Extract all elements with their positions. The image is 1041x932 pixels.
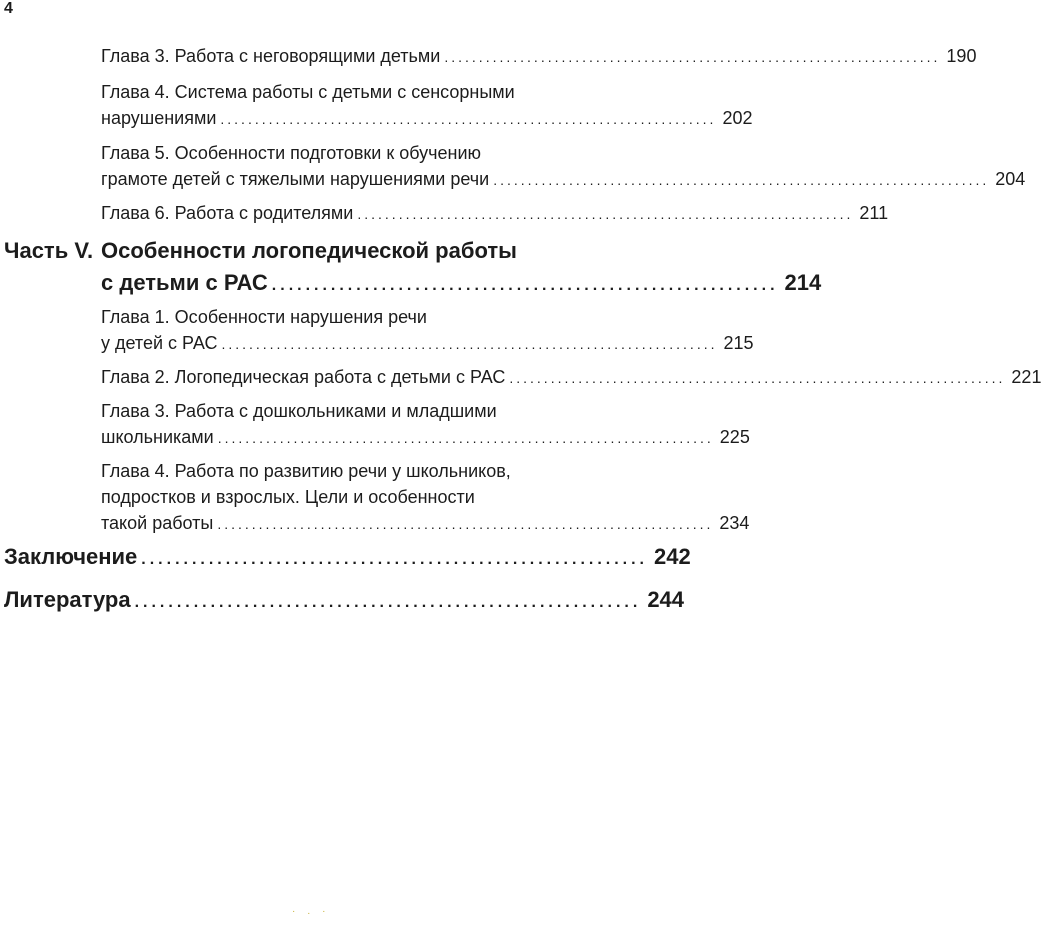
toc-entry-chapter-4-sensory	[101, 79, 753, 132]
toc-line	[101, 200, 889, 227]
toc-entry-chapter-1-speech-disorders	[101, 304, 754, 357]
toc-entry-title-line-2: у детей с РАС	[101, 333, 218, 353]
toc-line	[101, 424, 750, 451]
toc-page-number: 225	[719, 427, 750, 447]
toc-line	[101, 43, 977, 70]
toc-page-number: 204	[995, 169, 1026, 189]
toc-entry-chapter-3-preschoolers	[101, 398, 750, 451]
leader-dots: ........................................................................	[509, 370, 1006, 386]
leader-dots: ............................................................	[134, 594, 642, 611]
toc-entry-part-5	[101, 235, 822, 302]
leader-dots: ........................................................................	[357, 206, 854, 222]
toc-page-number: 215	[723, 333, 754, 353]
page-number: 4	[4, 0, 13, 17]
toc-entry-title-line-2: грамоте детей с тяжелыми нарушениями речи	[101, 169, 490, 189]
toc-page-number: 234	[719, 513, 750, 533]
toc-line	[4, 541, 691, 576]
leader-dots: ........................................................................	[217, 516, 714, 532]
leader-dots: ............................................................	[141, 551, 648, 568]
toc-line	[101, 166, 1026, 193]
toc-entry-title-line-1: Глава 4. Работа по развитию речи у школьников,	[101, 461, 511, 481]
toc-entry-title-line-1: Особенности логопедической работы	[101, 238, 517, 263]
toc-line	[4, 584, 685, 619]
toc-entry-title: Глава 2. Логопедическая работа с детьми с РАС	[101, 367, 506, 387]
leader-dots: ........................................................................	[217, 430, 714, 446]
toc-line	[101, 105, 753, 132]
leader-dots: ........................................................................	[444, 49, 941, 65]
toc-entry-title: Заключение	[4, 544, 138, 569]
toc-entry-literature	[4, 584, 685, 619]
leader-dots: ........................................................................	[493, 172, 990, 188]
toc-line	[101, 510, 750, 537]
part-label: Часть V.	[4, 238, 94, 263]
toc-entry-title-line-1: Глава 3. Работа с дошкольниками и младшими	[101, 401, 497, 421]
toc-line	[101, 267, 822, 302]
toc-entry-chapter-2-speech-therapy	[101, 364, 1041, 391]
leader-dots: ........................................................................	[221, 336, 718, 352]
toc-page-number: 242	[654, 544, 691, 569]
print-smudge: ·.·	[292, 906, 338, 917]
toc-page-number: 214	[784, 270, 822, 295]
toc-line	[101, 330, 754, 357]
toc-entry-title: Глава 6. Работа с родителями	[101, 203, 354, 223]
toc-page-number: 211	[859, 203, 889, 223]
toc-entry-chapter-4-speech-development	[101, 458, 750, 537]
leader-dots: ........................................................................	[220, 111, 717, 127]
toc-page-number: 221	[1011, 367, 1041, 387]
toc-entry-title-line-1: Глава 5. Особенности подготовки к обучению	[101, 143, 482, 163]
toc-entry-chapter-5-literacy	[101, 140, 1026, 193]
toc-entry-title-line-2: школьниками	[101, 427, 214, 447]
toc-page-number: 202	[722, 108, 753, 128]
toc-entry-title-line-2: нарушениями	[101, 108, 217, 128]
toc-page-number: 190	[946, 46, 977, 66]
toc-entry-title-line-1: Глава 1. Особенности нарушения речи	[101, 307, 427, 327]
toc-entry-title-line-2: подростков и взрослых. Цели и особенности	[101, 487, 475, 507]
leader-dots: ............................................................	[271, 277, 779, 294]
toc-line	[101, 364, 1041, 391]
toc-entry-title: Литература	[4, 587, 131, 612]
toc-entry-chapter-6-parents	[101, 200, 889, 227]
toc-entry-conclusion	[4, 541, 691, 576]
toc-entry-chapter-3-nonverbal	[101, 43, 977, 70]
toc-entry-title: Глава 3. Работа с неговорящими детьми	[101, 46, 441, 66]
toc-entry-title-line-1: Глава 4. Система работы с детьми с сенсорными	[101, 82, 515, 102]
toc-entry-title-line-2: с детьми с РАС	[101, 270, 268, 295]
toc-page-number: 244	[647, 587, 685, 612]
toc-entry-title-line-3: такой работы	[101, 513, 214, 533]
